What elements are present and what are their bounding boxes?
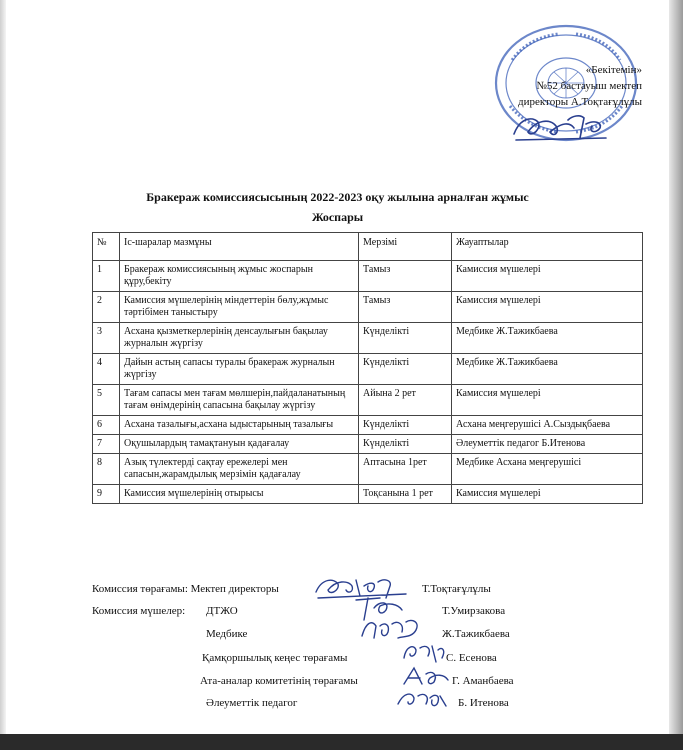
cell-number: 8 — [93, 454, 120, 485]
header-responsible: Жауаптылар — [452, 233, 643, 261]
member1-name: Т.Умирзакова — [442, 605, 506, 617]
approval-heading: «Бекітемін» — [585, 64, 642, 76]
table-row — [93, 435, 643, 454]
table-row — [93, 354, 643, 385]
member3-role: Қамқоршылық кеңес төрағамы — [202, 652, 348, 664]
cell-deadline: Аптасына 1рет — [359, 454, 452, 485]
cell-deadline: Тоқсанына 1 рет — [359, 485, 452, 504]
member5-role: Әлеуметтік педагог — [206, 697, 298, 709]
cell-deadline: Күнделікті — [359, 435, 452, 454]
member3-signature-icon — [398, 640, 448, 666]
scan-bottom-edge — [0, 734, 683, 750]
cell-activity: Асхана қызметкерлерінің денсаулығын бақылау журналын жүргізу — [120, 323, 359, 354]
cell-responsible: Медбике Ж.Тажикбаева — [452, 354, 643, 385]
table-row — [93, 323, 643, 354]
scan-right-edge — [669, 0, 683, 750]
member5-name: Б. Итенова — [458, 697, 509, 709]
chair-name: Т.Тоқтағұлұлы — [422, 583, 491, 595]
header-deadline: Мерзімі — [359, 233, 452, 261]
approval-school: №52 бастауыш мектеп — [536, 80, 642, 92]
document-title: Бракераж комиссиясысының 2022-2023 оқу жылына арналған жұмыс — [146, 190, 529, 204]
cell-responsible: Асхана меңгерушісі А.Сыздықбаева — [452, 416, 643, 435]
cell-deadline: Тамыз — [359, 261, 452, 292]
header-activity: Іс-шаралар мазмұны — [120, 233, 359, 261]
approval-director: директоры А.Тоқтағұлұлы — [517, 96, 642, 108]
document-page — [6, 0, 669, 734]
cell-deadline: Айына 2 рет — [359, 385, 452, 416]
cell-number: 4 — [93, 354, 120, 385]
table-row — [93, 261, 643, 292]
cell-number: 1 — [93, 261, 120, 292]
member4-signature-icon — [400, 664, 452, 690]
header-number: № — [93, 233, 120, 261]
approval-block — [492, 62, 642, 110]
cell-number: 2 — [93, 292, 120, 323]
chair-label: Комиссия төрағамы: Мектеп директоры — [92, 583, 279, 595]
cell-deadline: Күнделікті — [359, 416, 452, 435]
table-row — [93, 416, 643, 435]
cell-responsible: Әлеуметтік педагог Б.Итенова — [452, 435, 643, 454]
cell-responsible: Камиссия мүшелері — [452, 261, 643, 292]
cell-responsible: Камиссия мүшелері — [452, 292, 643, 323]
table-row — [93, 292, 643, 323]
director-signature-icon — [510, 112, 610, 146]
cell-responsible: Камиссия мүшелері — [452, 385, 643, 416]
cell-activity: Асхана тазалығы,асхана ыдыстарының тазалығы — [120, 416, 359, 435]
cell-number: 6 — [93, 416, 120, 435]
member2-role: Медбике — [206, 628, 248, 640]
cell-activity: Азық түлектерді сақтау ережелері мен сапасын,жарамдылық мерзімін қадағалау — [120, 454, 359, 485]
table-row — [93, 454, 643, 485]
cell-activity: Камиссия мүшелерінің міндеттерін бөлу,жұмыс тәртібімен таныстыру — [120, 292, 359, 323]
cell-activity: Камиссия мүшелерінің отырысы — [120, 485, 359, 504]
cell-deadline: Тамыз — [359, 292, 452, 323]
table-row — [93, 385, 643, 416]
cell-responsible: Камиссия мүшелері — [452, 485, 643, 504]
work-plan-table — [92, 232, 643, 504]
cell-activity: Тағам сапасы мен тағам мөлшерін,пайдаланатының тағам өнімдерінің сапасына бақылау жүргізу — [120, 385, 359, 416]
cell-responsible: Медбике Ж.Тажикбаева — [452, 323, 643, 354]
table-header-row — [93, 233, 643, 261]
cell-activity: Оқушылардың тамақтануын қадағалау — [120, 435, 359, 454]
members-label: Комиссия мүшелер: — [92, 605, 186, 617]
document-subtitle: Жоспары — [311, 210, 364, 224]
member4-name: Г. Аманбаева — [452, 675, 514, 687]
cell-activity: Бракераж комиссиясының жұмыс жоспарын құру,бекіту — [120, 261, 359, 292]
member3-name: С. Есенова — [446, 652, 497, 664]
cell-deadline: Күнделікті — [359, 323, 452, 354]
member5-signature-icon — [394, 688, 450, 712]
member4-role: Ата-аналар комитетінің төрағамы — [200, 675, 358, 687]
cell-number: 3 — [93, 323, 120, 354]
cell-activity: Дайын астың сапасы туралы бракераж журналын жүргізу — [120, 354, 359, 385]
cell-responsible: Медбике Асхана меңгерушісі — [452, 454, 643, 485]
cell-deadline: Күнделікті — [359, 354, 452, 385]
cell-number: 9 — [93, 485, 120, 504]
table-row — [93, 485, 643, 504]
cell-number: 7 — [93, 435, 120, 454]
member2-name: Ж.Тажикбаева — [442, 628, 510, 640]
cell-number: 5 — [93, 385, 120, 416]
member1-role: ДТЖО — [206, 605, 238, 617]
